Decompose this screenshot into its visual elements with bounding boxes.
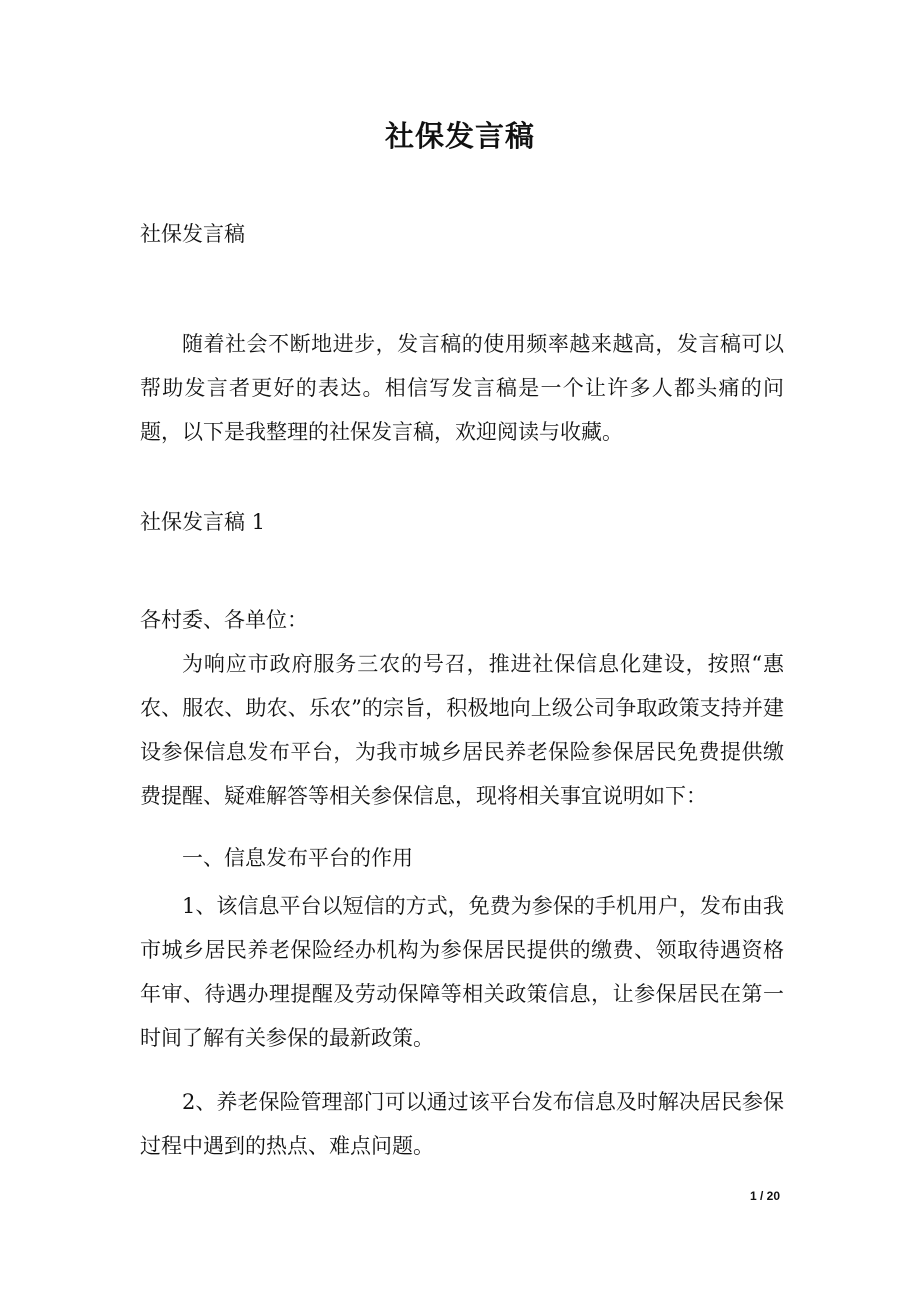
page-indicator: 1 / 20: [749, 1189, 780, 1203]
document-title: 社保发言稿: [384, 119, 535, 153]
section-heading: 社保发言稿 1: [140, 510, 266, 534]
document-subtitle: 社保发言稿: [140, 222, 245, 246]
salutation: 各村委、各单位：: [140, 608, 308, 632]
body-paragraph-3: 1、该信息平台以短信的方式，免费为参保的手机用户，发布由我市城乡居民养老保险经办机构为参保居民提供的缴费、领取待遇资格年审、待遇办理提醒及劳动保障等相关政策信息，让参保居民在第一时间了解有关参保的最新政策。: [140, 894, 784, 1050]
body-paragraph-4: 2、养老保险管理部门可以通过该平台发布信息及时解决居民参保过程中遇到的热点、难点问题。: [140, 1090, 784, 1158]
body-paragraph-1: 为响应市政府服务三农的号召，推进社保信息化建设，按照“惠农、服农、助农、乐农”的宗旨，积极地向上级公司争取政策支持并建设参保信息发布平台，为我市城乡居民养老保险参保居民免费提供缴费提醒、疑难解答等相关参保信息，现将相关事宜说明如下：: [140, 652, 784, 808]
intro-paragraph: 随着社会不断地进步，发言稿的使用频率越来越高，发言稿可以帮助发言者更好的表达。相信写发言稿是一个让许多人都头痛的问题，以下是我整理的社保发言稿，欢迎阅读与收藏。: [140, 332, 784, 444]
body-paragraph-2: 一、信息发布平台的作用: [182, 846, 413, 870]
